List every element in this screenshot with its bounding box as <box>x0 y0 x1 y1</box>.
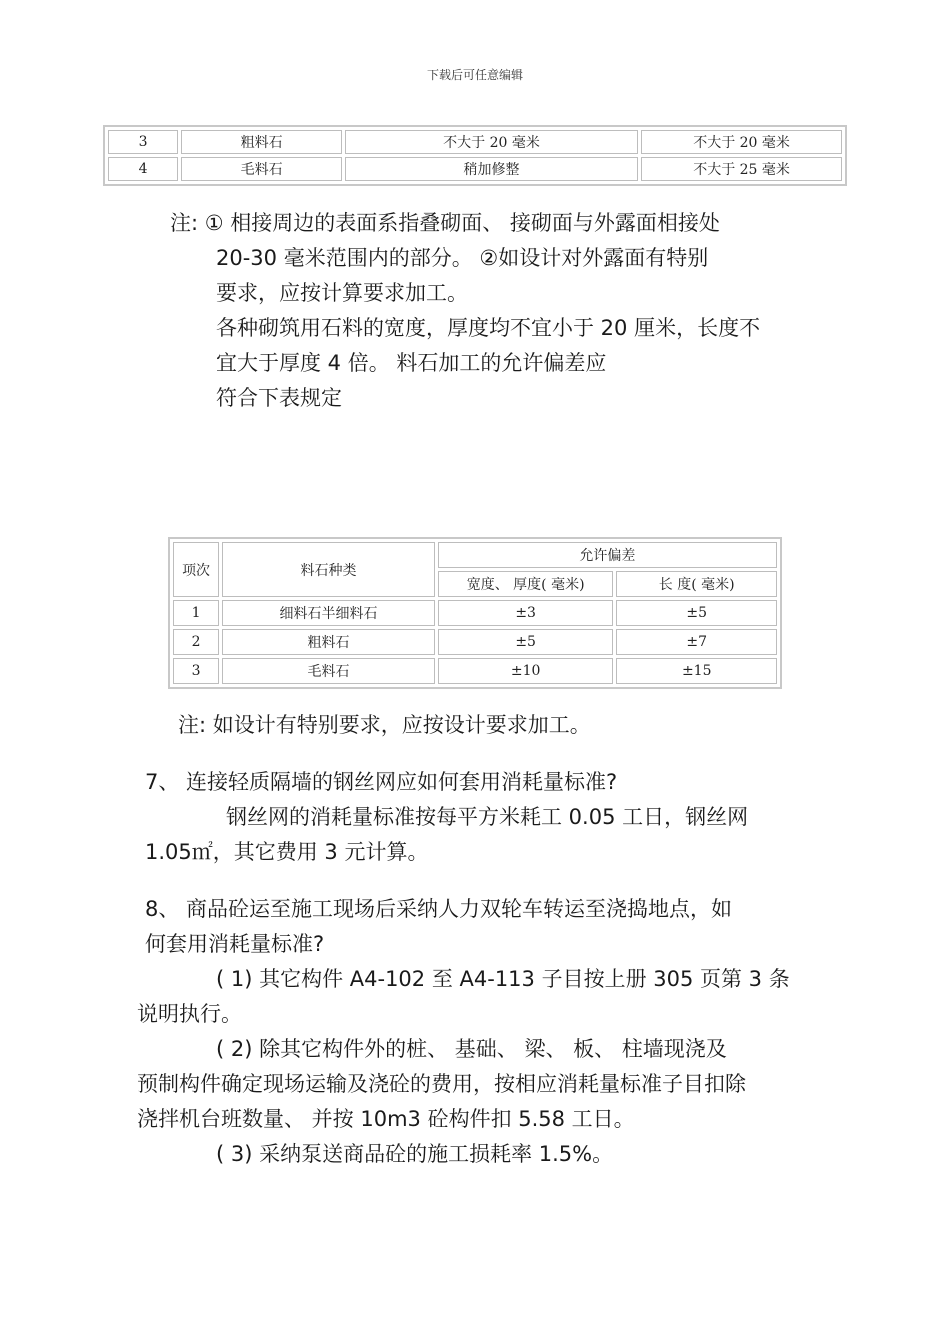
header-length: 长 度( 毫米) <box>616 571 777 597</box>
tolerance-table <box>168 537 782 689</box>
answer-8-line-4: 预制构件确定现场运输及浇砼的费用，按相应消耗量标准子目扣除 <box>137 1072 746 1096</box>
table-cell: ±10 <box>438 658 614 684</box>
table-cell: 粗料石 <box>181 130 342 154</box>
table-header-row <box>173 542 777 568</box>
table-row <box>173 658 777 684</box>
answer-8-line-2: 说明执行。 <box>137 1002 242 1026</box>
table-cell: 稍加修整 <box>345 157 638 181</box>
page-header: 下载后可任意编辑 <box>426 68 523 82</box>
table-cell: 3 <box>108 130 178 154</box>
note-1-line-4: 各种砌筑用石料的宽度，厚度均不宜小于 20 厘米，长度不 <box>216 316 761 340</box>
table-cell: ±15 <box>616 658 777 684</box>
table-row <box>108 130 842 154</box>
table-cell: 毛料石 <box>222 658 435 684</box>
table-cell: 4 <box>108 157 178 181</box>
table-cell: 2 <box>173 629 219 655</box>
answer-8-line-5: 浇拌机台班数量、 并按 10m3 砼构件扣 5.58 工日。 <box>137 1107 635 1131</box>
note-1-line-5: 宜大于厚度 4 倍。 料石加工的允许偏差应 <box>216 351 607 375</box>
note-1-line-2: 20-30 毫米范围内的部分。 ②如设计对外露面有特别 <box>216 246 709 270</box>
table-cell: 粗料石 <box>222 629 435 655</box>
table-cell: ±5 <box>616 600 777 626</box>
table-cell: ±5 <box>438 629 614 655</box>
note-1-line-1: 注: ① 相接周边的表面系指叠砌面、 接砌面与外露面相接处 <box>170 211 720 235</box>
question-8-line-2: 何套用消耗量标准? <box>145 932 325 956</box>
table-row <box>108 157 842 181</box>
header-item-no: 项次 <box>173 542 219 597</box>
note-1-line-6: 符合下表规定 <box>216 386 342 410</box>
table-cell: ±3 <box>438 600 614 626</box>
table-cell: 1 <box>173 600 219 626</box>
table-cell: ±7 <box>616 629 777 655</box>
table-cell: 毛料石 <box>181 157 342 181</box>
table-cell: 不大于 20 毫米 <box>345 130 638 154</box>
table-cell: 不大于 25 毫米 <box>641 157 842 181</box>
question-7: 7、 连接轻质隔墙的钢丝网应如何套用消耗量标准? <box>145 770 618 794</box>
answer-7-line-1: 钢丝网的消耗量标准按每平方米耗工 0.05 工日，钢丝网 <box>226 805 749 829</box>
answer-8-line-6: ( 3) 采纳泵送商品砼的施工损耗率 1.5%。 <box>216 1142 614 1166</box>
header-stone-type: 料石种类 <box>222 542 435 597</box>
header-tolerance-group: 允许偏差 <box>438 542 777 568</box>
table-cell: 细料石半细料石 <box>222 600 435 626</box>
table-row <box>173 629 777 655</box>
note-1-line-3: 要求，应按计算要求加工。 <box>216 281 468 305</box>
stone-processing-table <box>103 125 847 186</box>
table-cell: 不大于 20 毫米 <box>641 130 842 154</box>
note-2: 注: 如设计有特别要求，应按设计要求加工。 <box>178 713 591 737</box>
answer-8-line-1: ( 1) 其它构件 A4-102 至 A4-113 子目按上册 305 页第 3 条 <box>216 967 790 991</box>
table-cell: 3 <box>173 658 219 684</box>
table-row <box>173 600 777 626</box>
answer-8-line-3: ( 2) 除其它构件外的桩、 基础、 梁、 板、 柱墙现浇及 <box>216 1037 727 1061</box>
header-width-thickness: 宽度、 厚度( 毫米) <box>438 571 614 597</box>
answer-7-line-2: 1.05㎡，其它费用 3 元计算。 <box>145 840 429 864</box>
question-8-line-1: 8、 商品砼运至施工现场后采纳人力双轮车转运至浇捣地点，如 <box>145 897 733 921</box>
